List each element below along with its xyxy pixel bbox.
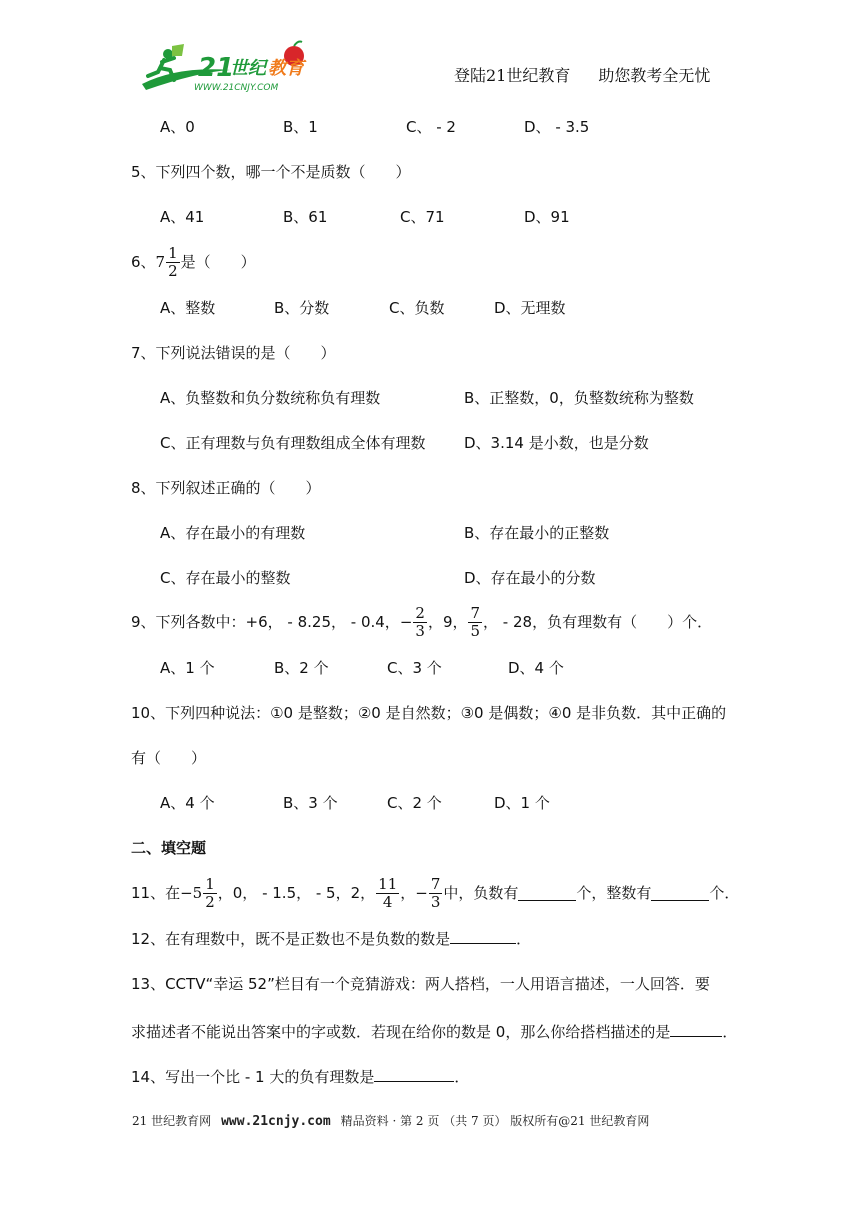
footer-left: 21 世纪教育网	[132, 1114, 212, 1128]
q11-prefix: 11、在	[131, 884, 181, 902]
q7-option-c: C、正有理数与负有理数组成全体有理数	[160, 434, 426, 452]
q11-fraction3	[429, 876, 443, 911]
page-footer	[132, 1112, 649, 1129]
q11-fraction1-den: 2	[205, 892, 215, 911]
svg-text:教育: 教育	[268, 58, 304, 79]
q9-option-c: C、3 个	[387, 659, 442, 677]
q11-text2: 个，整数有	[576, 884, 652, 902]
q4-option-d: D、 - 3.5	[524, 118, 590, 136]
q8-option-c: C、存在最小的整数	[160, 569, 291, 587]
q6-suffix: 是（ ）	[180, 253, 256, 271]
q7-option-d: D、3.14 是小数，也是分数	[464, 434, 649, 452]
q5-option-a: A、41	[160, 208, 205, 226]
q14-stem	[131, 1067, 469, 1087]
q5-option-b: B、61	[283, 208, 328, 226]
q10-option-d: D、1 个	[494, 794, 550, 812]
q6-whole: 7	[155, 253, 166, 271]
q11-blank-integers[interactable]	[651, 886, 709, 901]
q12-end: ．	[516, 930, 532, 948]
footer-right: 精品资料 · 第 2 页 （共 7 页） 版权所有@21 世纪教育网	[340, 1114, 650, 1128]
slogan-left: 登陆21世纪教育	[454, 66, 571, 85]
q11-text3: 个．	[709, 884, 740, 902]
q11-fraction1-num: 1	[205, 874, 215, 893]
q7-stem: 7、下列说法错误的是（ ）	[131, 344, 336, 362]
q11-fraction3-sign: −	[415, 884, 428, 902]
q12-blank[interactable]	[450, 929, 516, 944]
q6-option-a: A、整数	[160, 299, 216, 317]
q8-stem: 8、下列叙述正确的（ ）	[131, 479, 321, 497]
footer-site-link[interactable]: www.21cnjy.com	[221, 1114, 331, 1129]
q8-option-a: A、存在最小的有理数	[160, 524, 306, 542]
slogan-right: 助您教考全无忧	[598, 66, 711, 85]
q6-fraction	[166, 245, 180, 280]
q4-option-c: C、 - 2	[406, 118, 456, 136]
q9-part3: ， - 28，负有理数有（ ）个．	[483, 613, 713, 631]
svg-text:21: 21	[198, 53, 235, 83]
q11-text1: 中，负数有	[443, 884, 519, 902]
q9-option-a: A、1 个	[160, 659, 215, 677]
q13-line2: 求描述者不能说出答案中的字或数．若现在给你的数是 0，那么你给搭档描述的是	[131, 1023, 671, 1041]
q14-blank[interactable]	[374, 1067, 454, 1082]
q13-end: ．	[722, 1023, 738, 1041]
q11-fraction1	[203, 876, 217, 911]
section-title: 二、填空题	[131, 839, 207, 857]
q9-fraction1-sign: −	[399, 613, 413, 631]
q6-fraction-den: 2	[168, 261, 178, 280]
q8-option-b: B、存在最小的正整数	[464, 524, 610, 542]
site-logo	[138, 40, 320, 96]
q10-option-a: A、4 个	[160, 794, 215, 812]
q12-text: 12、在有理数中，既不是正数也不是负数的数是	[131, 930, 451, 948]
q9-fraction2-num: 7	[470, 603, 481, 622]
q11-fraction2	[376, 876, 399, 911]
header-slogan	[454, 63, 710, 86]
q13-line1: 13、CCTV“幸运 52”栏目有一个竞猜游戏：两人搭档，一人用语言描述，一人回答．要	[131, 975, 710, 993]
q9-part1: 9、下列各数中：+6， - 8.25， - 0.4，	[131, 613, 400, 631]
q9-option-d: D、4 个	[508, 659, 564, 677]
q14-text: 14、写出一个比 - 1 大的负有理数是	[131, 1068, 375, 1086]
q8-option-d: D、存在最小的分数	[464, 569, 596, 587]
q11-blank-negatives[interactable]	[518, 886, 576, 901]
q11-fraction3-den: 3	[430, 892, 441, 911]
q10-option-c: C、2 个	[387, 794, 442, 812]
q11-stem	[131, 871, 739, 915]
q7-option-b: B、正整数，0，负整数统称为整数	[464, 389, 694, 407]
q9-fraction2	[468, 605, 482, 640]
q11-fraction3-num: 7	[430, 874, 441, 893]
svg-text:世纪: 世纪	[230, 58, 266, 79]
q9-stem	[131, 602, 712, 642]
svg-text:WWW.21CNJY.COM: WWW.21CNJY.COM	[194, 83, 279, 93]
q7-option-a: A、负整数和负分数统称负有理数	[160, 389, 381, 407]
q5-option-d: D、91	[524, 208, 570, 226]
runner-logo-icon	[138, 40, 320, 96]
q14-end: ．	[454, 1068, 470, 1086]
q6-option-d: D、无理数	[494, 299, 566, 317]
q11-mid: ，0， - 1.5， - 5，2，	[217, 884, 376, 902]
q4-option-a: A、0	[160, 118, 195, 136]
q11-sep: ，	[400, 884, 416, 902]
q9-option-b: B、2 个	[274, 659, 329, 677]
q5-stem: 5、下列四个数，哪一个不是质数（ ）	[131, 163, 411, 181]
q9-part2: ，9，	[427, 613, 468, 631]
q10-line2: 有（ ）	[131, 749, 207, 767]
q11-fraction2-num: 11	[378, 874, 398, 893]
q11-fraction2-den: 4	[382, 892, 393, 911]
q6-option-c: C、负数	[389, 299, 445, 317]
q6-option-b: B、分数	[274, 299, 330, 317]
q11-fraction1-sign: −5	[180, 884, 203, 902]
q4-option-b: B、1	[283, 118, 318, 136]
q9-fraction1	[413, 605, 427, 640]
q13-blank[interactable]	[670, 1022, 722, 1037]
q13-line2-wrap	[131, 1022, 737, 1042]
q9-fraction2-den: 5	[470, 621, 481, 640]
q9-fraction1-den: 3	[415, 621, 425, 640]
q10-option-b: B、3 个	[283, 794, 338, 812]
q9-fraction1-num: 2	[415, 603, 425, 622]
q10-line1: 10、下列四种说法：①0 是整数；②0 是自然数；③0 是偶数；④0 是非负数．其中正确的	[131, 704, 727, 722]
q6-fraction-num: 1	[168, 243, 178, 262]
q5-option-c: C、71	[400, 208, 445, 226]
q6-prefix: 6、	[131, 253, 156, 271]
q12-stem	[131, 929, 531, 949]
q6-stem	[131, 242, 256, 282]
